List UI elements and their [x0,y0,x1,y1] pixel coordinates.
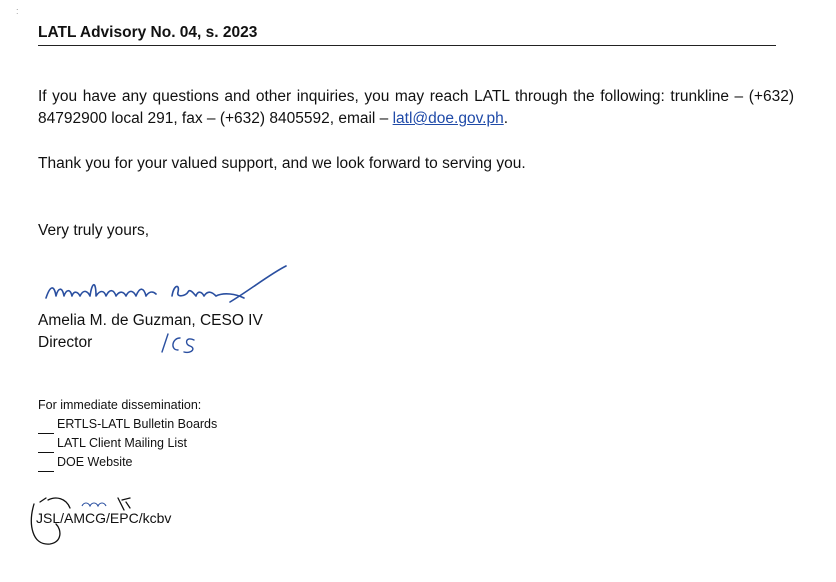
handwritten-initials [158,328,204,356]
advisory-header: LATL Advisory No. 04, s. 2023 [38,24,776,46]
scan-mark: : [16,6,19,16]
blank-line [38,440,54,453]
blank-line [38,421,54,434]
dissemination-list [38,396,217,472]
dissemination-item: LATL Client Mailing List [57,436,187,450]
contact-text: If you have any questions and other inquiries, you may reach LATL through the following: trunkline – (+632) 84792900 local 291, fax – (+632) 8405592, email – [38,88,794,127]
list-item [38,453,217,472]
dissemination-heading: For immediate dissemination: [38,398,202,412]
closing-line: Very truly yours, [38,222,150,239]
dissemination-item: DOE Website [57,455,133,469]
list-item [38,434,217,453]
thanks-paragraph: Thank you for your valued support, and we look forward to serving you. [38,155,526,172]
dissemination-item: ERTLS-LATL Bulletin Boards [57,417,218,431]
signature-image [40,262,300,312]
reference-block [26,494,186,554]
signatory-name: Amelia M. de Guzman, CESO IV [38,312,263,329]
list-item [38,415,217,434]
blank-line [38,459,54,472]
email-link[interactable]: latl@doe.gov.ph [392,110,504,127]
reference-initials: JSL/AMCG/EPC/kcbv [36,510,172,526]
contact-period: . [503,110,509,127]
contact-paragraph [38,86,794,130]
signatory-title: Director [38,334,93,351]
